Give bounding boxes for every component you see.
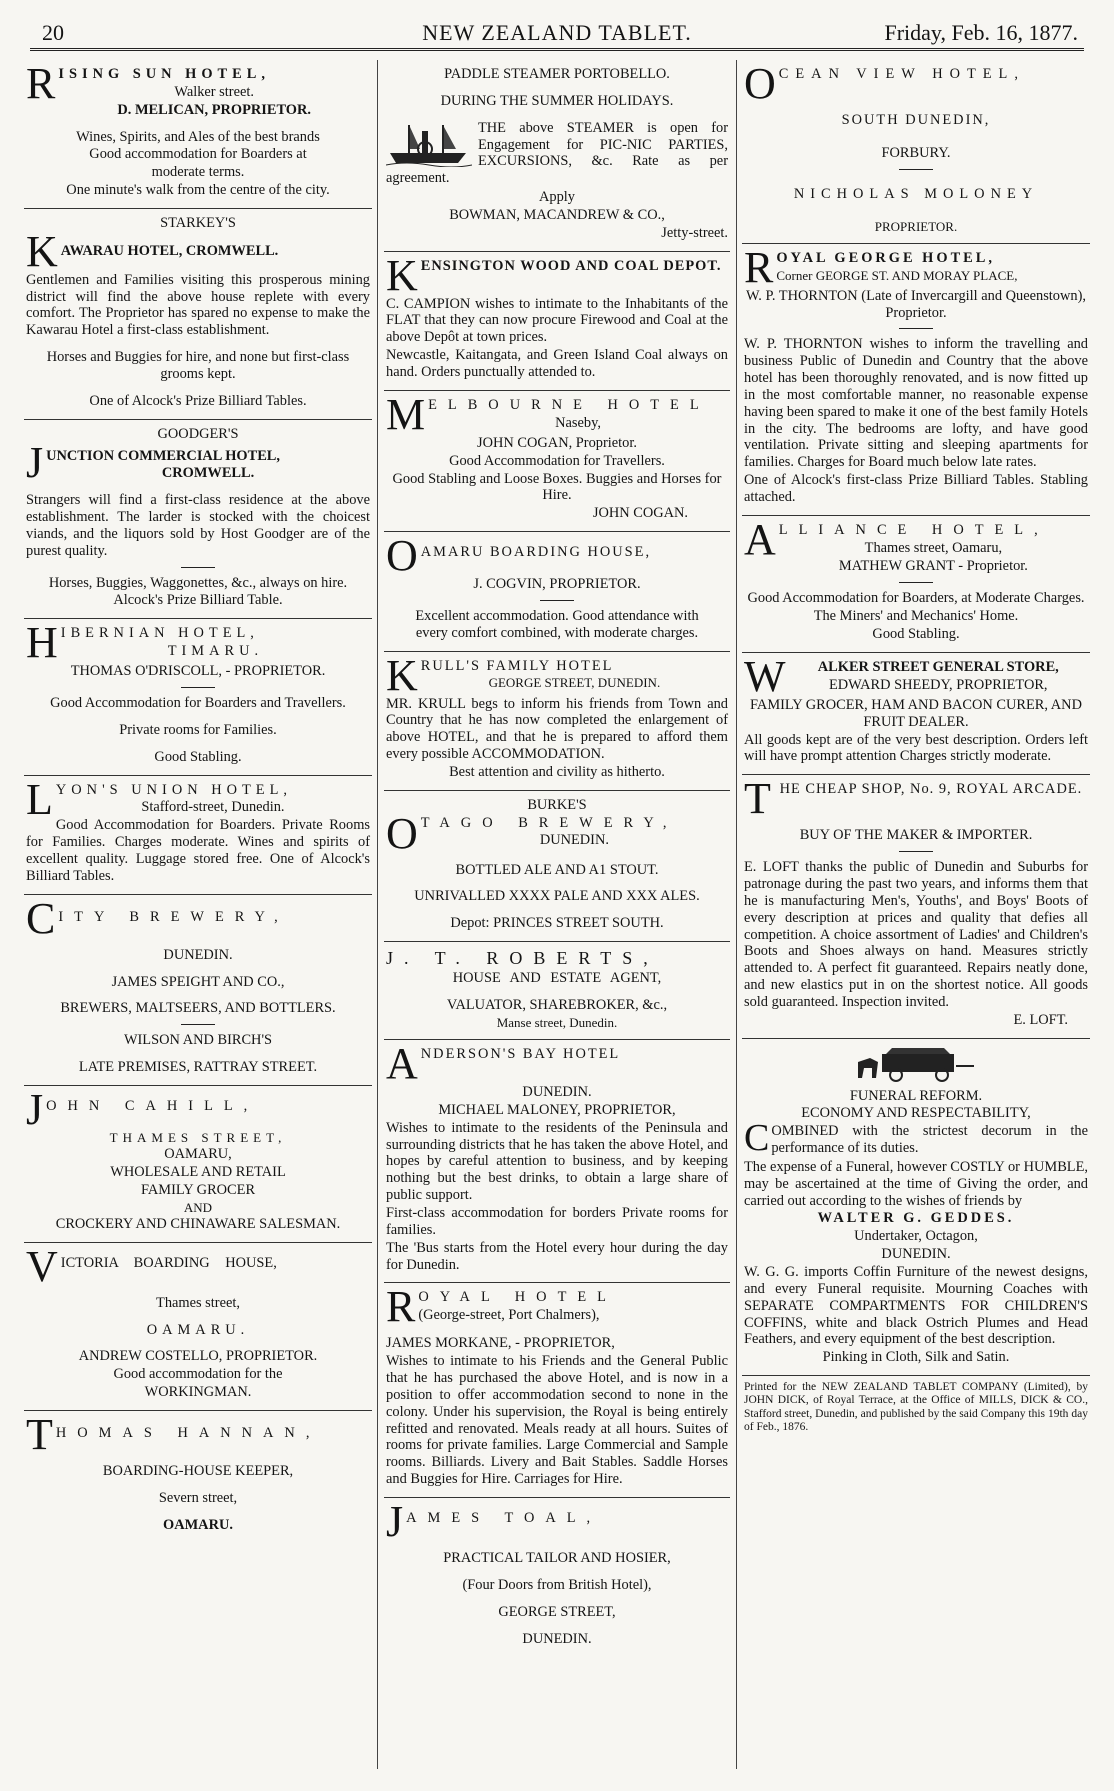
ad-kawarau-hotel [24, 209, 372, 420]
column-divider [736, 60, 737, 1769]
ad-street: GEORGE STREET, DUNEDIN. [488, 675, 661, 691]
ad-proprietor: EDWARD SHEEDY, PROPRIETOR, [828, 676, 1048, 693]
header-rule [30, 48, 1084, 51]
ad-subtitle: GOODGER'S [157, 425, 239, 442]
ad-john-cahill [24, 1086, 372, 1243]
ad-lyons-union-hotel [24, 776, 372, 895]
ad-street: Thames street, [156, 1294, 240, 1311]
ad-line: (Four Doors from British Hotel), [462, 1576, 652, 1593]
ad-line: BOARDING-HOUSE KEEPER, [102, 1462, 294, 1479]
ad-andersons-bay-hotel [384, 1040, 730, 1283]
steamer-ship-icon [386, 121, 472, 167]
ad-body: All goods kept are of the very best description. Orders left will have prompt attention Charges strictly moderate. [744, 731, 1088, 765]
ad-body: Strangers will find a first-class residence at the above establishment. The larder is stocked with the choicest viands, and the liquors sold by Host Goodger are of the purest quality. [26, 492, 370, 559]
printer-imprint: Printed for the NEW ZEALAND TABLET COMPANY (Limited), by JOHN DICK, of Royal Terrace, at the Office of MILLS, DICK & CO., Stafford street, Dunedin, and published by the said Company this 19th day of Feb., 1876. [744, 1381, 1088, 1433]
ad-body: Good Accommodation for Travellers. [449, 452, 665, 469]
ad-title: ISING SUN HOTEL, [58, 66, 270, 82]
column-2 [384, 60, 730, 1773]
ad-line: VALUATOR, SHAREBROKER, &c., [446, 997, 668, 1014]
ad-street: Severn street, [158, 1489, 238, 1506]
ad-title-line: TIMARU. [167, 643, 264, 660]
ad-funeral-reform [742, 1039, 1090, 1377]
column-1 [24, 60, 372, 1773]
ad-body: Good Stabling. [154, 748, 242, 765]
ad-title: TAGO BREWERY, [420, 814, 678, 831]
ad-address: Thames street, Oamaru, [864, 539, 1003, 556]
ad-proprietor: D. MELICAN, PROPRIETOR. [117, 101, 311, 118]
ad-proprietor: JAMES MORKANE, - PROPRIETOR, [386, 1335, 615, 1352]
ad-body: Good Accommodation for Boarders and Travellers. [50, 695, 346, 712]
ad-body: Good Accommodation for Boarders. Private Rooms for Families. Charges moderate. Wines and spirits of excellent quality. Luggage stored free. One of Alcock's Billiard Tables. [26, 817, 370, 884]
ad-line: AND [183, 1199, 213, 1215]
ad-title: ALKER STREET GENERAL STORE, [817, 658, 1059, 675]
ad-line: BOTTLED ALE AND A1 STOUT. [455, 861, 659, 878]
ad-street: THAMES STREET, [109, 1129, 287, 1145]
ad-body: Horses and Buggies for hire, and none but first-class grooms kept. [46, 349, 350, 382]
drop-cap: A [744, 514, 776, 564]
ad-title: HOMAS HANNAN, [55, 1424, 321, 1441]
page-number: 20 [42, 20, 64, 45]
drop-cap: A [386, 1039, 418, 1089]
ad-line: HOUSE AND ESTATE AGENT, [452, 970, 662, 987]
ad-body: C. CAMPION wishes to intimate to the Inhabitants of the FLAT that they can now procure Firewood and Coal at the above Depôt at town prices. [386, 295, 728, 346]
ad-city-brewery [24, 895, 372, 1086]
issue-date: Friday, Feb. 16, 1877. [884, 20, 1078, 45]
ad-address: (George-street, Port Chalmers), [418, 1307, 600, 1324]
ad-ocean-view-hotel [742, 60, 1090, 244]
ad-walker-street-store [742, 653, 1090, 775]
ad-body: THE above STEAMER is open for Engagement for PIC-NIC PARTIES, EXCURSIONS, &c. Rate as per agreement. [386, 119, 728, 187]
ad-premises: LATE PREMISES, RATTRAY STREET. [78, 1059, 318, 1076]
ad-body: The Miners' and Mechanics' Home. [813, 608, 1019, 625]
ad-place: DUNEDIN. [163, 946, 233, 963]
ad-apply: Apply [539, 189, 575, 206]
ad-line: Good accommodation for the [113, 1366, 283, 1383]
masthead [30, 16, 1084, 44]
ad-line: PRACTICAL TAILOR AND HOSIER, [443, 1549, 671, 1566]
ad-title: ENSINGTON WOOD AND COAL DEPOT. [420, 257, 722, 274]
ad-victoria-boarding-house [24, 1243, 372, 1411]
ad-title: ITY BREWERY, [58, 908, 289, 925]
ad-title: FUNERAL REFORM. [849, 1087, 983, 1104]
ad-trade: BREWERS, MALTSEERS, AND BOTTLERS. [60, 1000, 336, 1017]
newspaper-title: NEW ZEALAND TABLET. [422, 20, 692, 45]
ad-subtitle: DURING THE SUMMER HOLIDAYS. [440, 92, 674, 109]
ad-kensington-depot [384, 252, 730, 391]
ad-place: SOUTH DUNEDIN, [841, 112, 991, 128]
ad-proprietor: JOHN COGAN, Proprietor. [477, 434, 637, 451]
ad-proprietor: J. COGVIN, PROPRIETOR. [473, 576, 641, 593]
drop-cap: R [744, 242, 774, 292]
ad-thomas-hannan [24, 1411, 372, 1543]
drop-cap: K [386, 650, 418, 700]
ad-body: Horses, Buggies, Waggonettes, &c., always on hire. [48, 574, 348, 591]
ad-rising-sun-hotel [24, 60, 372, 209]
ad-jt-roberts [384, 942, 730, 1040]
ad-title: AMARU BOARDING HOUSE, [420, 544, 652, 561]
ad-signature: E. LOFT. [1013, 1011, 1068, 1028]
ad-line: WORKINGMAN. [144, 1384, 252, 1401]
ad-body: Good Accommodation for Boarders, at Moderate Charges. [747, 590, 1085, 607]
ad-street: Jetty-street. [661, 224, 728, 241]
ad-alliance-hotel [742, 516, 1090, 653]
ad-name: WILSON AND BIRCH'S [123, 1032, 273, 1049]
ad-body: W. P. THORNTON wishes to inform the travelling and business Public of Dunedin and Country that the above hotel has been thoroughly renovated, and is now fitted up in the most comfortable manner, no reasonable expense having been spared to make it one of the best family Hotels in the city. The bedrooms are lofty, and have good ventilation. Private sitting and sleeping apartments for families. Charges for Board much below late rates. [744, 336, 1088, 471]
ad-title: CEAN VIEW HOTEL, [778, 66, 1025, 82]
drop-cap: R [386, 1282, 416, 1332]
ad-title: UNCTION COMMERCIAL HOTEL, [46, 447, 280, 464]
drop-cap: C [26, 893, 56, 943]
drop-cap: O [386, 531, 418, 581]
ad-body: Best attention and civility as hitherto. [449, 763, 665, 780]
drop-cap: L [26, 774, 53, 824]
drop-cap: K [386, 250, 418, 300]
ad-body: Private rooms for Families. [119, 721, 277, 738]
ad-title: YON'S UNION HOTEL, [55, 781, 292, 798]
ad-line: Depot: PRINCES STREET SOUTH. [450, 915, 664, 932]
ad-line: Good accommodation for Boarders at [89, 146, 307, 163]
ad-proprietor: MATHEW GRANT - Proprietor. [838, 557, 1028, 574]
ad-line: Manse street, Dunedin. [496, 1014, 618, 1030]
ad-line: UNRIVALLED XXXX PALE AND XXX ALES. [414, 888, 700, 905]
ad-line: FAMILY GROCER [140, 1181, 256, 1198]
ad-hibernian-hotel [24, 619, 372, 775]
drop-cap: T [744, 774, 771, 824]
drop-cap: M [386, 389, 426, 439]
ad-place: DUNEDIN. [522, 1084, 592, 1101]
ad-line: WHOLESALE AND RETAIL [110, 1163, 286, 1180]
drop-cap: O [744, 60, 776, 108]
ad-paddle-steamer [384, 60, 730, 252]
ad-title: AWARAU HOTEL, CROMWELL. [60, 242, 279, 259]
ad-body: W. G. G. imports Coffin Furniture of the newest designs, and every Funeral requisite. Mourning Coaches with SEPARATE COMPARTMENTS FOR CHILDREN'S COFFINS, white and black Ostrich Plumes and Head Feathers, and every equipment of the best description. [744, 1264, 1088, 1348]
ad-signature: JOHN COGAN. [592, 505, 688, 522]
ad-title: HE CHEAP SHOP, No. 9, ROYAL ARCADE. [779, 781, 1083, 798]
ad-body: One of Alcock's Prize Billiard Tables. [89, 392, 307, 409]
drop-cap: O [386, 808, 418, 858]
column-3 [742, 60, 1090, 1773]
ad-line: DUNEDIN. [522, 1630, 592, 1647]
ad-name: JAMES SPEIGHT AND CO., [111, 973, 285, 990]
ad-place: OAMARU. [163, 1516, 233, 1533]
ad-title: J. T. ROBERTS, [386, 948, 659, 969]
ad-cheap-shop [742, 775, 1090, 1038]
ad-krulls-family-hotel [384, 652, 730, 791]
ad-name: BOWMAN, MACANDREW & CO., [449, 206, 665, 223]
ad-line: Undertaker, Octagon, [854, 1228, 978, 1245]
ad-address: Stafford-street, Dunedin. [141, 799, 285, 816]
ad-body: Wishes to intimate to his Friends and the General Public that he has purchased the above Hotel, and is now in a position to offer accommodation second to none in the colony. Under his supervision, the Royal is being entirely refitted and renovated. Meals ready at all hours. Suites of rooms for private families. Large Commercial and Sample rooms. Billiards. Livery and Bait Stables. Saddle Horses and Buggies for Hire. Carriages for Hire. [386, 1353, 728, 1488]
ad-otago-brewery [384, 791, 730, 942]
ad-title: OYAL HOTEL [418, 1289, 617, 1306]
drop-cap: V [26, 1241, 58, 1291]
column-divider [377, 60, 378, 1769]
ad-title: RULL'S FAMILY HOTEL [420, 657, 614, 674]
ad-title: NDERSON'S BAY HOTEL [420, 1046, 621, 1063]
hearse-icon [856, 1048, 976, 1082]
ad-address: Walker street. [174, 83, 254, 100]
ad-james-toal [384, 1498, 730, 1656]
ad-body: Good Stabling and Loose Boxes. Buggies and Horses for Hire. [392, 470, 722, 504]
ad-line: One minute's walk from the centre of the city. [66, 182, 330, 199]
ad-proprietor: MICHAEL MALONEY, PROPRIETOR, [438, 1101, 676, 1118]
ad-subtitle: BURKE'S [527, 796, 587, 813]
ad-body: First-class accommodation for borders Private rooms for families. [386, 1205, 728, 1238]
ad-body: COMBINED with the strictest decorum in the performance of its duties. [744, 1117, 1088, 1160]
ad-place: FORBURY. [881, 144, 951, 161]
ad-title: OYAL GEORGE HOTEL, [776, 249, 995, 266]
ad-name: WALTER G. GEDDES. [817, 1210, 1015, 1227]
ad-body: Good Stabling. [872, 626, 960, 643]
ad-oamaru-boarding-house [384, 532, 730, 652]
ad-line: GEORGE STREET, [498, 1603, 616, 1620]
ad-body: Excellent accommodation. Good attendance with every comfort combined, with moderate charges. [415, 607, 699, 641]
ad-melbourne-hotel [384, 391, 730, 532]
ad-royal-george-hotel [742, 244, 1090, 516]
ad-royal-hotel [384, 1283, 730, 1498]
ad-place: OAMARU, [164, 1146, 232, 1163]
ad-proprietor: PROPRIETOR. [874, 218, 958, 234]
ad-proprietor: W. P. THORNTON (Late of Invercargill and Queenstown), Proprietor. [746, 287, 1086, 321]
ad-place: DUNEDIN. [539, 832, 609, 849]
ad-line: Pinking in Cloth, Silk and Satin. [822, 1349, 1010, 1366]
drop-cap: J [26, 1084, 44, 1134]
drop-cap: J [386, 1496, 404, 1546]
ad-junction-hotel [24, 420, 372, 620]
ad-body: One of Alcock's first-class Prize Billiard Tables. Stabling attached. [744, 472, 1088, 506]
ad-title: IBERNIAN HOTEL, [60, 625, 259, 642]
ad-title-line: CROMWELL. [161, 465, 255, 482]
ad-address: Corner GEORGE ST. AND MORAY PLACE, [776, 267, 1018, 283]
ad-name: NICHOLAS MOLONEY [793, 185, 1039, 202]
ad-proprietor: THOMAS O'DRISCOLL, - PROPRIETOR. [70, 663, 326, 680]
ad-line: CROCKERY AND CHINAWARE SALESMAN. [55, 1215, 341, 1232]
ad-body: Wishes to intimate to the residents of the Peninsula and surrounding districts that he has taken the above Hotel, and hopes by careful attention to business, and by keeping nothing but the best drinks, to obtain a large share of public support. [386, 1119, 728, 1204]
ad-line: Wines, Spirits, and Ales of the best brands [76, 128, 320, 145]
ad-title: ICTORIA BOARDING HOUSE, [60, 1254, 277, 1271]
ad-title: AMES TOAL, [406, 1509, 602, 1526]
ad-body: Alcock's Prize Billiard Table. [113, 592, 283, 609]
drop-cap: R [26, 60, 56, 108]
ad-title: OHN CAHILL, [46, 1097, 259, 1114]
ad-body: Gentlemen and Families visiting this prosperous mining district will find the above house replete with every comfort. The Proprietor has spared no expense to make the Kawarau Hotel a first-class establishment. [26, 271, 370, 339]
ad-place: DUNEDIN. [881, 1246, 951, 1263]
ad-place: OAMARU. [146, 1321, 250, 1338]
ad-subtitle: ECONOMY AND RESPECTABILITY, [801, 1105, 1031, 1122]
ad-body: The 'Bus starts from the Hotel every hour during the day for Dunedin. [386, 1239, 728, 1273]
drop-cap: W [744, 651, 786, 701]
ad-title: LLIANCE HOTEL, [778, 521, 1049, 538]
drop-cap: H [26, 618, 58, 668]
ad-title: PADDLE STEAMER PORTOBELLO. [444, 66, 670, 82]
ad-subtitle: BUY OF THE MAKER & IMPORTER. [799, 827, 1033, 844]
ad-body: Newcastle, Kaitangata, and Green Island Coal always on hand. Orders punctually attended to. [386, 347, 728, 380]
drop-cap: T [26, 1409, 53, 1459]
drop-cap: J [26, 437, 44, 487]
ad-trade: FAMILY GROCER, HAM AND BACON CURER, AND FRUIT DEALER. [750, 696, 1082, 730]
ad-title: ELBOURNE HOTEL [428, 396, 710, 413]
ad-body: The expense of a Funeral, however COSTLY or HUMBLE, may be ascertained at the time of Giving the order, and carried out according to the wishes of friends by [744, 1158, 1088, 1209]
drop-cap: K [26, 226, 58, 276]
ad-subtitle: STARKEY'S [160, 214, 236, 231]
ad-body: E. LOFT thanks the public of Dunedin and Suburbs for patronage during the past two years, and informs them that he is manufacturing Men's, Youths', and Boys' Boots of every description at prices and quality that defies all competition. A choice assortment of Ladies' and Children's Boots and Shoes always on hand. Measures strictly attended to. A perfect fit guaranteed. Repairs neatly done, and new elastics put in on the shortest notice. All goods sold guaranteed. Inspection invited. [744, 859, 1088, 1010]
ad-body: MR. KRULL begs to inform his friends from Town and Country that he has now completed the enlargement of above HOTEL, and that he is prepared to afford them every possible ACCOMMODATION. [386, 695, 728, 763]
ad-line: moderate terms. [151, 164, 245, 181]
ad-proprietor: ANDREW COSTELLO, PROPRIETOR. [78, 1348, 318, 1365]
ad-place: Naseby, [555, 414, 601, 431]
